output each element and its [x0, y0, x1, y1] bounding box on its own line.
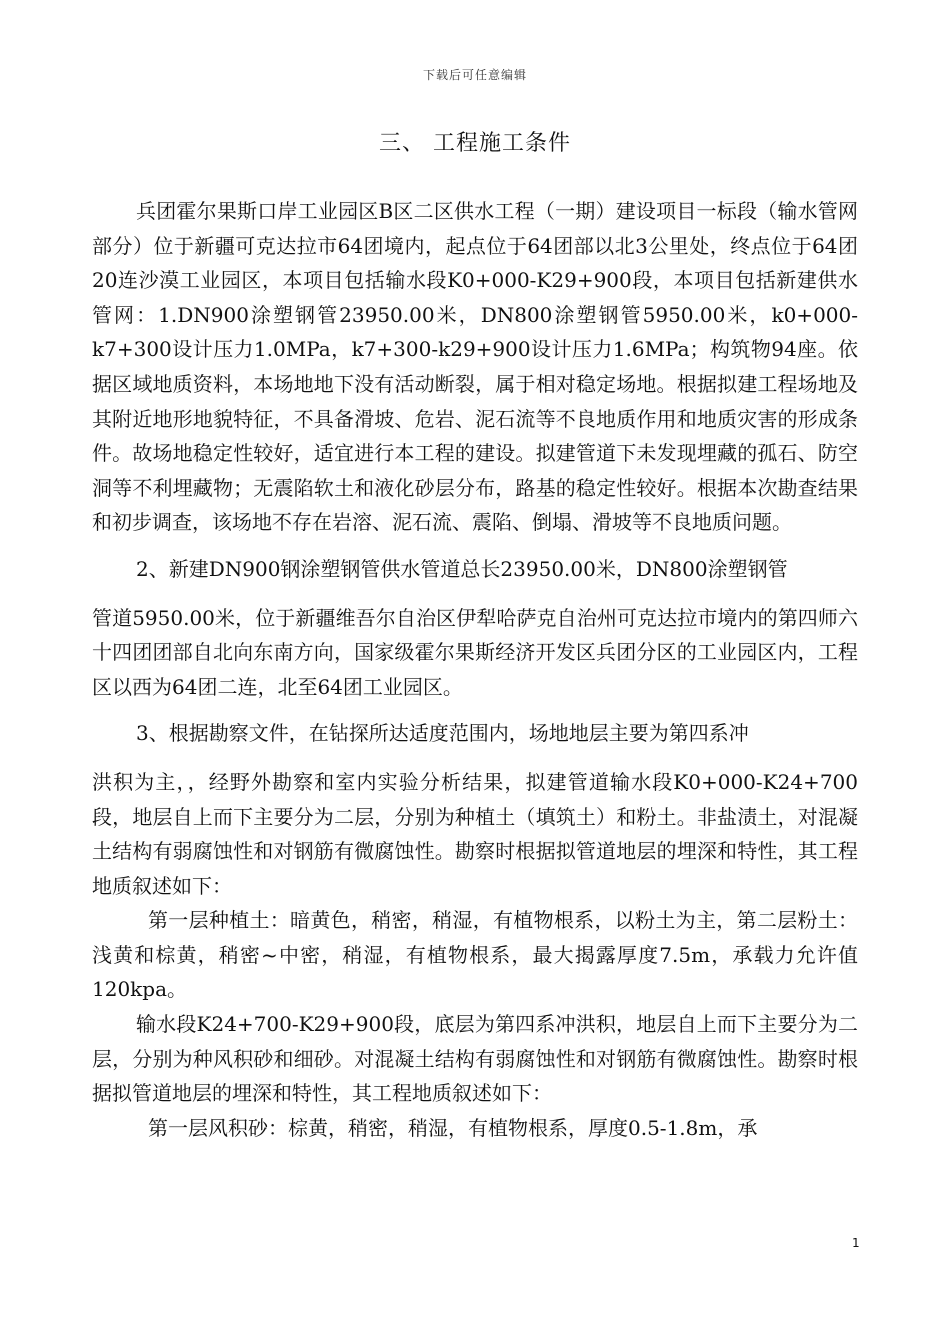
paragraph-pipeline-length	[92, 552, 858, 704]
paragraph-layer-description-2: 第一层风积砂：棕黄，稍密，稍湿，有植物根系，厚度0.5-1.8m，承	[148, 1115, 758, 1140]
page-number: 1	[852, 1236, 860, 1250]
paragraph-project-location: 兵团霍尔果斯口岸工业园区B区二区供水工程（一期）建设项目一标段（输水管网部分）位于新疆可克达拉市64团境内，起点位于64团部以北3公里处，终点位于64团20连沙漠工业园区，本项目包括输水段K0+000-K29+900段，本项目包括新建供水管网：1.DN900涂塑钢管23950.00米，DN800涂塑钢管5950.00米，k0+000-k7+300设计压力1.0MPa，k7+300-k29+900设计压力1.6MPa；构筑物94座。依据区域地质资料，本场地地下没有活动断裂，属于相对稳定场地。根据拟建工程场地及其附近地形地貌特征，不具备滑坡、危岩、泥石流等不良地质作用和地质灾害的形成条件。故场地稳定性较好，适宜进行本工程的建设。拟建管道下未发现埋藏的孤石、防空洞等不利埋藏物；无震陷软土和液化砂层分布，路基的稳定性较好。根据本次勘查结果和初步调查，该场地不存在岩溶、泥石流、震陷、倒塌、滑坡等不良地质问题。	[92, 199, 858, 535]
paragraph-section-k24-k29: 输水段K24+700-K29+900段，底层为第四系冲洪积，地层自上而下主要分为二层，分别为种风积砂和细砂。对混凝土结构有弱腐蚀性和对钢筋有微腐蚀性。勘察时根据拟管道地层的埋深和特性，其工程地质叙述如下：	[92, 1012, 858, 1106]
paragraph-survey-results	[92, 716, 858, 903]
paragraph-survey-results-first-line: 3、根据勘察文件，在钻探所达适度范围内，场地地层主要为第四系冲	[136, 721, 749, 746]
paragraph-pipeline-length-rest: 管道5950.00米，位于新疆维吾尔自治区伊犁哈萨克自治州可克达拉市境内的第四师六十四团团部自北向东南方向，国家级霍尔果斯经济开发区兵团分区的工业园区内，工程区以西为64团二连，北至64团工业园区。	[92, 605, 858, 699]
section-title: 三、 工程施工条件	[379, 131, 571, 156]
paragraph-survey-results-rest: 洪积为主，，经野外勘察和室内实验分析结果，拟建管道输水段K0+000-K24+700段，地层自上而下主要分为二层，分别为种植土（填筑土）和粉土。非盐渍土，对混凝土结构有弱腐蚀性和对钢筋有微腐蚀性。勘察时根据拟管道地层的埋深和特性，其工程地质叙述如下：	[92, 769, 858, 898]
paragraph-layer-description-1: 第一层种植土：暗黄色，稍密，稍湿，有植物根系，以粉土为主，第二层粉土：浅黄和棕黄，稍密~中密，稍湿，有植物根系，最大揭露厚度7.5m，承载力允许值120kpa。	[92, 908, 858, 1002]
document-body	[92, 194, 858, 1145]
page-header-note: 下载后可任意编辑	[422, 68, 527, 82]
paragraph-pipeline-length-first-line: 2、新建DN900钢涂塑钢管供水管道总长23950.00米，DN800涂塑钢管	[136, 556, 788, 581]
